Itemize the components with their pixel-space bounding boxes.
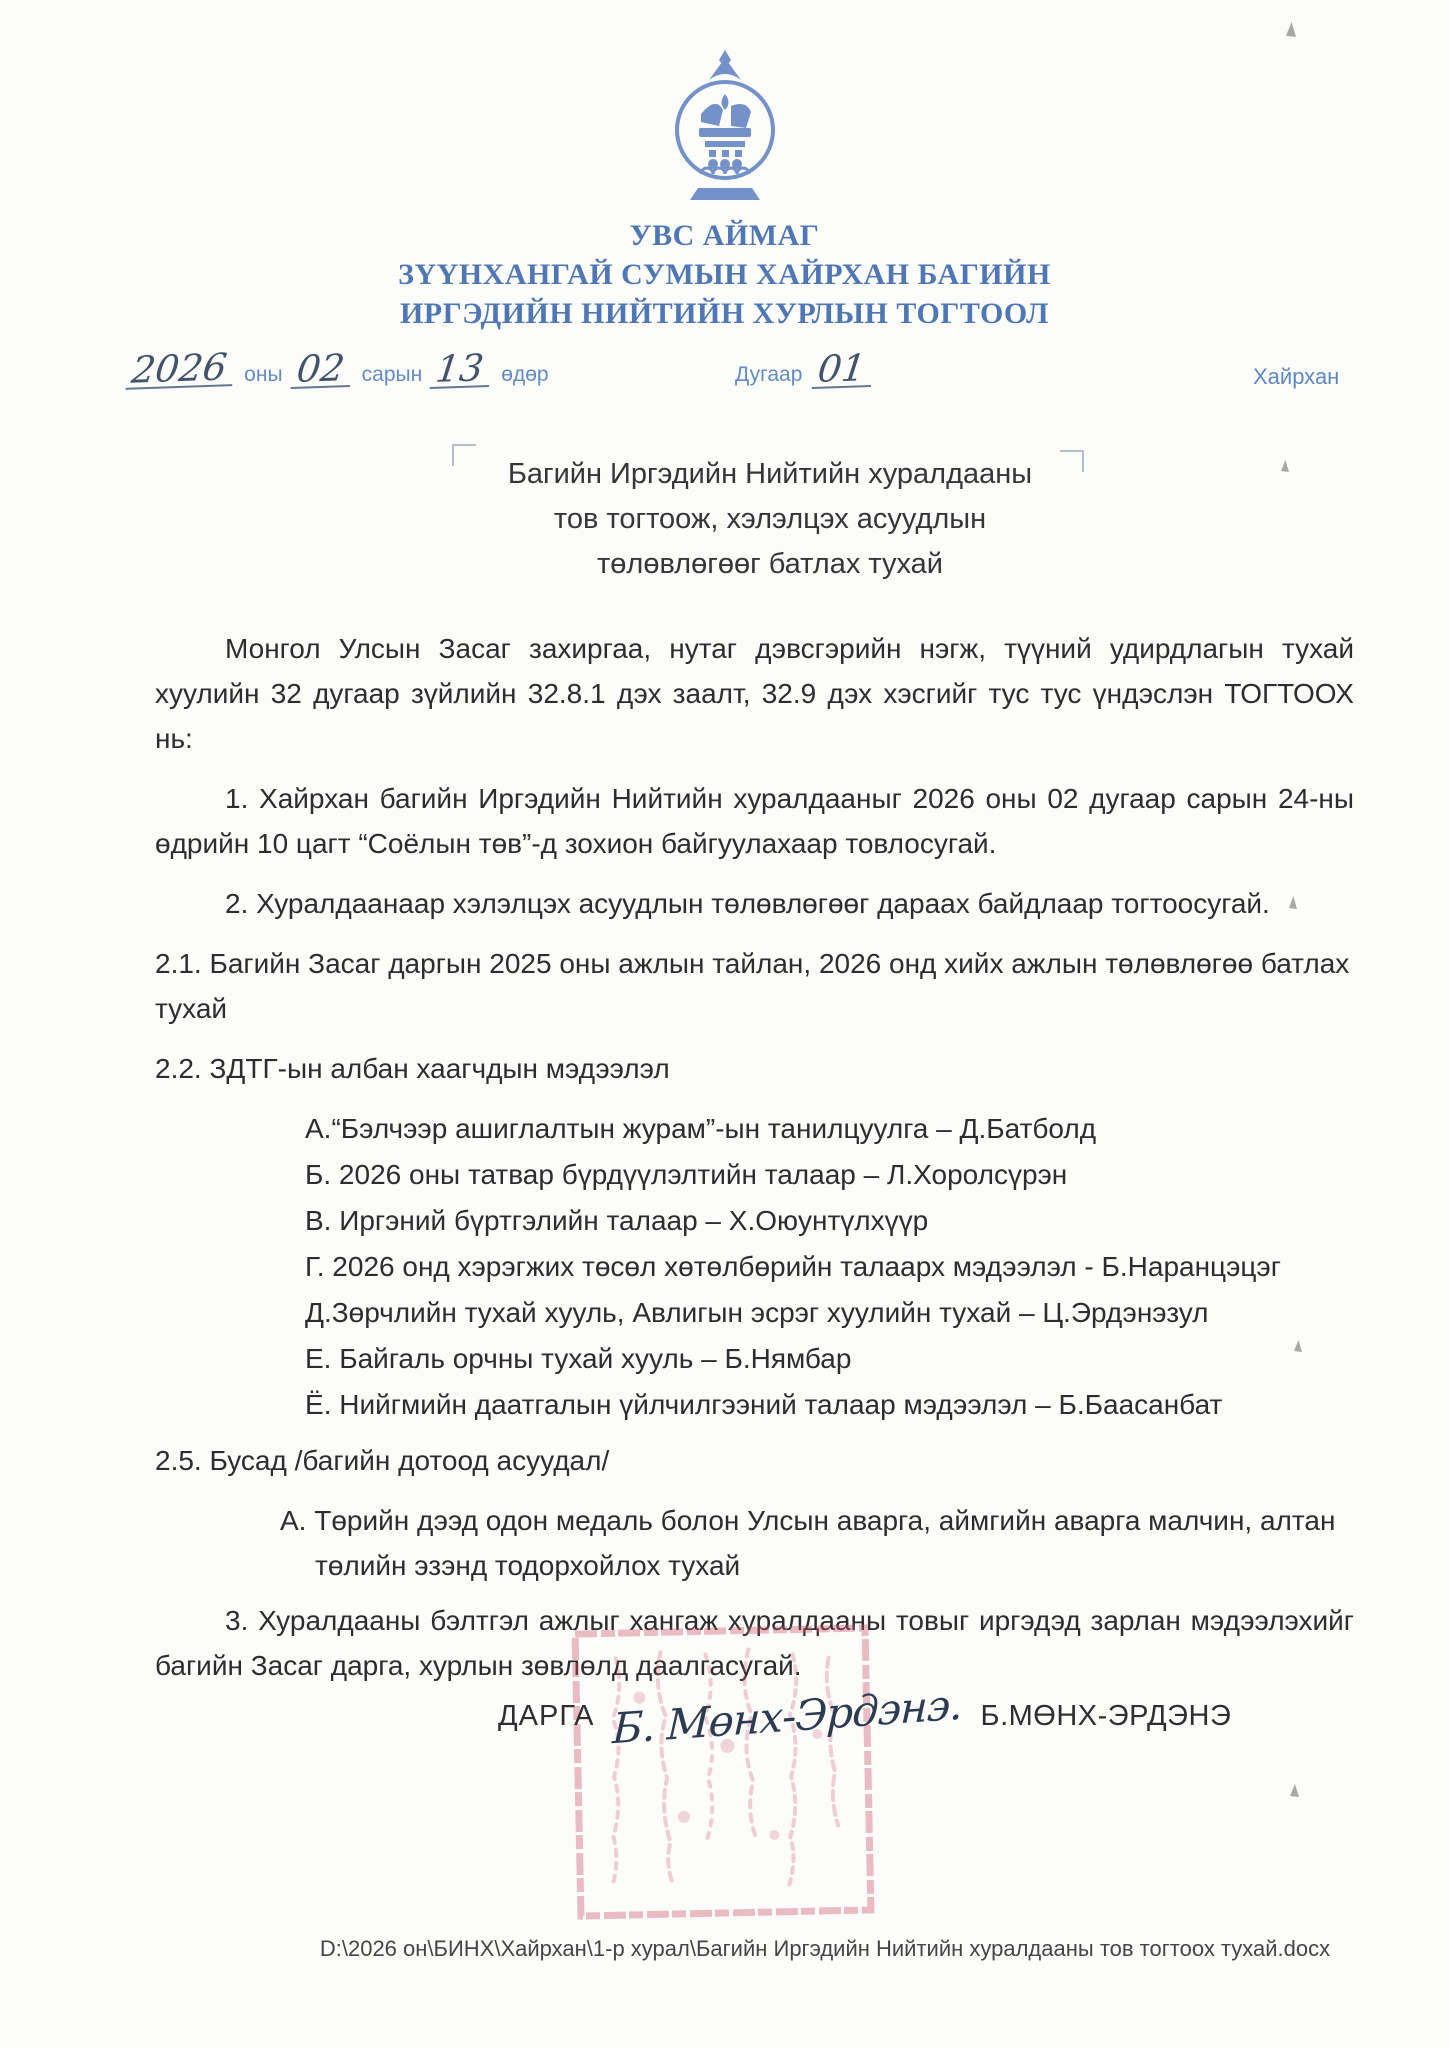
agenda-item-a: А.“Бэлчээр ашиглалтын журам”-ын танилцуулга – Д.Батболд (305, 1113, 1097, 1144)
document-number-group (735, 346, 874, 391)
subject-line-1: Багийн Иргэдийн Нийтийн хуралдааны (507, 458, 1033, 490)
intro-paragraph: Монгол Улсын Засаг захиргаа, нутаг дэвсгэрийн нэгж, түүний удирдлагын тухай хуулийн 32 дугаар зүйлийн 32.8.1 дэх заалт, 32.9 дэх хэсгийг тус тус үндэслэн ТОГТООХ нь: (155, 633, 1354, 754)
date-number-row (0, 345, 1449, 412)
clause-2-1: 2.1. Багийн Засаг даргын 2025 оны ажлын тайлан, 2026 онд хийх ажлын төлөвлөгөө батлах тухай (155, 948, 1350, 1024)
signer-printed-name: Б.МӨНХ-ЭРДЭНЭ (980, 1700, 1232, 1732)
document-body (155, 626, 1354, 1703)
resolution-item-3: 3. Хуралдааны бэлтгэл ажлыг хангаж хуралдааны товыг иргэдэд зарлан мэдээлэхийг багийн Засаг дарга, хурлын зөвлөлд даалгасугай. (155, 1605, 1354, 1681)
mongolian-soyombo-emblem-icon (664, 48, 786, 206)
org-name-line-1: УВС АЙМАГ (629, 219, 820, 252)
year-handwritten-value: 2026 (126, 350, 237, 390)
org-name-line-2: ЗҮҮНХАНГАЙ СУМЫН ХАЙРХАН БАГИЙН (398, 258, 1051, 291)
org-name-line-3: ИРГЭДИЙН НИЙТИЙН ХУРЛЫН ТОГТООЛ (399, 297, 1050, 330)
place-name: Хайрхан (1253, 364, 1340, 389)
agenda-item-d: Д.Зөрчлийн тухай хууль, Авлигын эсрэг хуулийн тухай – Ц.Эрдэнэзул (305, 1297, 1209, 1328)
day-label: өдөр (501, 363, 549, 386)
month-handwritten-value: 02 (290, 351, 354, 389)
signer-title: ДАРГА (498, 1700, 595, 1732)
footer-file-path: D:\2026 он\БИНХ\Хайрхан\1-р хурал\Багийн Иргэдийн Нийтийн хуралдааны тов тогтоох тухай.docx (319, 1936, 1331, 1961)
scan-speck (1281, 460, 1289, 472)
scan-speck (1286, 22, 1296, 37)
place-group (1253, 364, 1339, 390)
number-label: Дугаар (735, 363, 803, 386)
document-subject (420, 452, 1120, 587)
agenda-item-b: Б. 2026 оны татвар бүрдүүлэлтийн талаар – Л.Хоролсүрэн (305, 1159, 1068, 1190)
award-subitem: А. Төрийн дээд одон медаль болон Улсын аварга, аймгийн аварга малчин, алтан төлийн эзэнд тодорхойлох тухай (280, 1505, 1336, 1581)
subject-line-3: төлөвлөгөөг батлах тухай (596, 548, 944, 580)
agenda-item-e: Е. Байгаль орчны тухай хууль – Б.Нямбар (305, 1343, 852, 1374)
agenda-item-g: Г. 2026 онд хэрэгжих төсөл хөтөлбөрийн талаарх мэдээлэл - Б.Наранцэцэг (305, 1251, 1281, 1282)
year-label: оны (244, 363, 283, 386)
subject-line-2: тов тогтоож, хэлэлцэх асуудлын (553, 503, 987, 535)
clause-2-2: 2.2. ЗДТГ-ын албан хаагчдын мэдээлэл (155, 1053, 670, 1084)
month-label: сарын (361, 363, 423, 386)
day-handwritten-value: 13 (430, 351, 494, 389)
handwritten-signature: Б. Мөнх-Эрдэнэ. (612, 1679, 963, 1754)
number-handwritten-value: 01 (812, 351, 876, 389)
official-red-stamp (570, 1623, 876, 1921)
resolution-item-2: 2. Хуралдаанаар хэлэлцэх асуудлын төлөвлөгөөг дараах байдлаар тогтоосугай. (225, 888, 1270, 919)
agenda-list (305, 1106, 1354, 1428)
clause-2-5: 2.5. Бусад /багийн дотоод асуудал/ (155, 1445, 610, 1476)
signature-row (498, 1679, 1232, 1754)
document-header (0, 48, 1449, 333)
scan-speck (1290, 1784, 1299, 1797)
date-group (128, 345, 549, 392)
agenda-item-yo: Ё. Нийгмийн даатгалын үйлчилгээний талаар мэдээлэл – Б.Баасанбат (305, 1389, 1223, 1420)
resolution-item-1: 1. Хайрхан багийн Иргэдийн Нийтийн хуралдааныг 2026 оны 02 дугаар сарын 24-ны өдрийн 10 цагт “Соёлын төв”-д зохион байгуулахаар товлосугай. (155, 783, 1354, 859)
agenda-item-v: В. Иргэний бүртгэлийн талаар – Х.Оюунтүлхүүр (305, 1205, 929, 1236)
